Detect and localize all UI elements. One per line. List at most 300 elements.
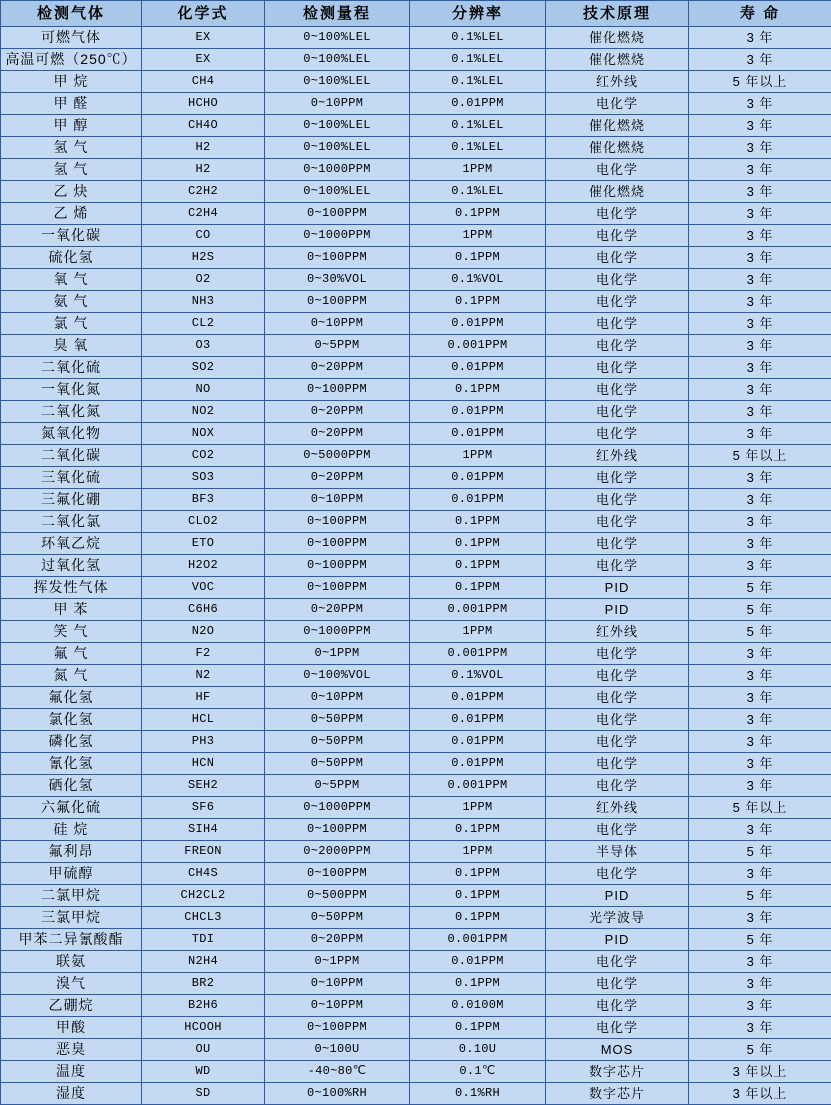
cell-resolution: 0.01PPM xyxy=(410,709,546,731)
table-row xyxy=(1,621,831,643)
table-row xyxy=(1,1083,831,1105)
cell-formula: WD xyxy=(142,1061,265,1083)
cell-lifetime: 3 年 xyxy=(689,357,831,379)
cell-technology: PID xyxy=(546,577,689,599)
cell-gas: 三氟化硼 xyxy=(1,489,142,511)
cell-lifetime: 5 年 xyxy=(689,599,831,621)
cell-technology: PID xyxy=(546,885,689,907)
cell-range: 0~100%VOL xyxy=(265,665,410,687)
cell-resolution: 0.1PPM xyxy=(410,247,546,269)
cell-range: 0~500PPM xyxy=(265,885,410,907)
cell-resolution: 0.01PPM xyxy=(410,753,546,775)
table-row xyxy=(1,995,831,1017)
cell-technology: 红外线 xyxy=(546,621,689,643)
cell-lifetime: 3 年 xyxy=(689,203,831,225)
cell-technology: 电化学 xyxy=(546,379,689,401)
cell-technology: 电化学 xyxy=(546,687,689,709)
table-row xyxy=(1,159,831,181)
cell-resolution: 1PPM xyxy=(410,225,546,247)
cell-gas: 甲 苯 xyxy=(1,599,142,621)
cell-formula: EX xyxy=(142,27,265,49)
cell-formula: H2S xyxy=(142,247,265,269)
cell-technology: 电化学 xyxy=(546,93,689,115)
cell-resolution: 0.01PPM xyxy=(410,951,546,973)
table-row xyxy=(1,885,831,907)
table-row xyxy=(1,643,831,665)
cell-technology: 电化学 xyxy=(546,951,689,973)
cell-gas: 甲 烷 xyxy=(1,71,142,93)
cell-lifetime: 3 年 xyxy=(689,93,831,115)
cell-range: 0~50PPM xyxy=(265,753,410,775)
cell-resolution: 0.1%VOL xyxy=(410,665,546,687)
cell-formula: CH4 xyxy=(142,71,265,93)
cell-gas: 环氧乙烷 xyxy=(1,533,142,555)
cell-formula: B2H6 xyxy=(142,995,265,1017)
cell-lifetime: 3 年 xyxy=(689,775,831,797)
table-row xyxy=(1,731,831,753)
cell-lifetime: 3 年 xyxy=(689,467,831,489)
cell-resolution: 0.01PPM xyxy=(410,93,546,115)
cell-gas: 二氯甲烷 xyxy=(1,885,142,907)
table-row xyxy=(1,753,831,775)
cell-technology: MOS xyxy=(546,1039,689,1061)
cell-resolution: 0.1PPM xyxy=(410,973,546,995)
cell-formula: HCOOH xyxy=(142,1017,265,1039)
cell-range: 0~20PPM xyxy=(265,357,410,379)
cell-gas: 臭 氧 xyxy=(1,335,142,357)
cell-range: 0~100PPM xyxy=(265,203,410,225)
cell-formula: FREON xyxy=(142,841,265,863)
cell-technology: 光学波导 xyxy=(546,907,689,929)
cell-gas: 乙硼烷 xyxy=(1,995,142,1017)
cell-range: 0~100PPM xyxy=(265,511,410,533)
cell-range: 0~100PPM xyxy=(265,291,410,313)
cell-technology: 数字芯片 xyxy=(546,1061,689,1083)
cell-resolution: 1PPM xyxy=(410,621,546,643)
cell-gas: 高温可燃（250℃） xyxy=(1,49,142,71)
cell-range: 0~1PPM xyxy=(265,951,410,973)
cell-range: 0~50PPM xyxy=(265,907,410,929)
cell-gas: 磷化氢 xyxy=(1,731,142,753)
cell-lifetime: 3 年 xyxy=(689,643,831,665)
cell-range: 0~20PPM xyxy=(265,929,410,951)
cell-lifetime: 5 年 xyxy=(689,929,831,951)
cell-technology: 电化学 xyxy=(546,731,689,753)
cell-technology: 电化学 xyxy=(546,357,689,379)
cell-technology: 半导体 xyxy=(546,841,689,863)
cell-lifetime: 3 年 xyxy=(689,995,831,1017)
cell-range: 0~20PPM xyxy=(265,599,410,621)
cell-gas: 乙 炔 xyxy=(1,181,142,203)
cell-formula: PH3 xyxy=(142,731,265,753)
cell-range: 0~100%LEL xyxy=(265,115,410,137)
cell-formula: CO2 xyxy=(142,445,265,467)
table-row xyxy=(1,71,831,93)
cell-gas: 温度 xyxy=(1,1061,142,1083)
cell-lifetime: 3 年 xyxy=(689,863,831,885)
cell-lifetime: 3 年 xyxy=(689,511,831,533)
cell-technology: 电化学 xyxy=(546,203,689,225)
cell-gas: 溴气 xyxy=(1,973,142,995)
cell-resolution: 1PPM xyxy=(410,159,546,181)
table-row xyxy=(1,181,831,203)
cell-lifetime: 3 年 xyxy=(689,907,831,929)
cell-resolution: 0.1PPM xyxy=(410,1017,546,1039)
cell-range: 0~10PPM xyxy=(265,489,410,511)
cell-formula: N2 xyxy=(142,665,265,687)
cell-resolution: 0.001PPM xyxy=(410,643,546,665)
cell-technology: 催化燃烧 xyxy=(546,27,689,49)
cell-lifetime: 5 年 xyxy=(689,1039,831,1061)
cell-formula: N2O xyxy=(142,621,265,643)
cell-lifetime: 3 年 xyxy=(689,687,831,709)
cell-formula: CH2CL2 xyxy=(142,885,265,907)
table-row xyxy=(1,841,831,863)
cell-resolution: 1PPM xyxy=(410,445,546,467)
table-row xyxy=(1,203,831,225)
cell-resolution: 1PPM xyxy=(410,841,546,863)
cell-technology: 电化学 xyxy=(546,511,689,533)
cell-gas: 二氧化碳 xyxy=(1,445,142,467)
cell-resolution: 0.1PPM xyxy=(410,379,546,401)
cell-range: 0~100U xyxy=(265,1039,410,1061)
cell-resolution: 0.1PPM xyxy=(410,291,546,313)
cell-resolution: 0.01PPM xyxy=(410,489,546,511)
cell-gas: 甲硫醇 xyxy=(1,863,142,885)
cell-formula: SO3 xyxy=(142,467,265,489)
cell-resolution: 0.001PPM xyxy=(410,929,546,951)
cell-technology: 电化学 xyxy=(546,665,689,687)
table-row xyxy=(1,973,831,995)
cell-lifetime: 3 年 xyxy=(689,247,831,269)
cell-technology: 红外线 xyxy=(546,445,689,467)
cell-gas: 过氧化氢 xyxy=(1,555,142,577)
column-header-range: 检测量程 xyxy=(265,1,410,27)
cell-resolution: 0.001PPM xyxy=(410,599,546,621)
cell-technology: 电化学 xyxy=(546,863,689,885)
cell-lifetime: 3 年 xyxy=(689,951,831,973)
cell-gas: 氢 气 xyxy=(1,137,142,159)
cell-lifetime: 3 年 xyxy=(689,973,831,995)
cell-technology: 电化学 xyxy=(546,247,689,269)
cell-formula: BF3 xyxy=(142,489,265,511)
table-row xyxy=(1,929,831,951)
table-row xyxy=(1,379,831,401)
table-row xyxy=(1,115,831,137)
cell-technology: 催化燃烧 xyxy=(546,49,689,71)
cell-resolution: 0.1%LEL xyxy=(410,71,546,93)
cell-resolution: 0.1%LEL xyxy=(410,137,546,159)
cell-gas: 氮氧化物 xyxy=(1,423,142,445)
cell-technology: 红外线 xyxy=(546,797,689,819)
table-row xyxy=(1,247,831,269)
cell-range: 0~10PPM xyxy=(265,995,410,1017)
cell-range: 0~100%LEL xyxy=(265,71,410,93)
cell-technology: PID xyxy=(546,599,689,621)
cell-lifetime: 3 年 xyxy=(689,423,831,445)
cell-resolution: 0.10U xyxy=(410,1039,546,1061)
cell-formula: C2H2 xyxy=(142,181,265,203)
column-header-formula: 化学式 xyxy=(142,1,265,27)
cell-technology: 电化学 xyxy=(546,555,689,577)
table-row xyxy=(1,269,831,291)
cell-lifetime: 3 年 xyxy=(689,665,831,687)
cell-technology: 催化燃烧 xyxy=(546,137,689,159)
cell-gas: 氢 气 xyxy=(1,159,142,181)
cell-technology: 电化学 xyxy=(546,401,689,423)
cell-resolution: 0.1PPM xyxy=(410,863,546,885)
cell-lifetime: 3 年 xyxy=(689,335,831,357)
cell-resolution: 0.001PPM xyxy=(410,775,546,797)
cell-range: 0~100PPM xyxy=(265,1017,410,1039)
column-header-lifetime: 寿 命 xyxy=(689,1,831,27)
cell-resolution: 0.1PPM xyxy=(410,885,546,907)
cell-range: 0~100PPM xyxy=(265,819,410,841)
cell-gas: 甲苯二异氰酸酯 xyxy=(1,929,142,951)
cell-range: 0~20PPM xyxy=(265,401,410,423)
cell-formula: CLO2 xyxy=(142,511,265,533)
cell-lifetime: 3 年 xyxy=(689,115,831,137)
cell-gas: 恶臭 xyxy=(1,1039,142,1061)
cell-lifetime: 3 年 xyxy=(689,181,831,203)
cell-lifetime: 3 年 xyxy=(689,709,831,731)
cell-resolution: 0.1%VOL xyxy=(410,269,546,291)
cell-formula: NH3 xyxy=(142,291,265,313)
table-row xyxy=(1,907,831,929)
cell-resolution: 0.01PPM xyxy=(410,313,546,335)
cell-range: 0~100%LEL xyxy=(265,27,410,49)
table-row xyxy=(1,511,831,533)
cell-resolution: 0.1℃ xyxy=(410,1061,546,1083)
cell-lifetime: 3 年 xyxy=(689,291,831,313)
cell-resolution: 0.1PPM xyxy=(410,555,546,577)
cell-range: 0~100PPM xyxy=(265,577,410,599)
cell-gas: 氯 气 xyxy=(1,313,142,335)
cell-formula: VOC xyxy=(142,577,265,599)
cell-formula: CH4O xyxy=(142,115,265,137)
table-row xyxy=(1,775,831,797)
cell-gas: 湿度 xyxy=(1,1083,142,1105)
cell-lifetime: 5 年 xyxy=(689,885,831,907)
cell-gas: 二氧化氯 xyxy=(1,511,142,533)
cell-gas: 笑 气 xyxy=(1,621,142,643)
cell-range: 0~1000PPM xyxy=(265,225,410,247)
cell-resolution: 0.01PPM xyxy=(410,731,546,753)
cell-technology: 电化学 xyxy=(546,335,689,357)
column-header-gas: 检测气体 xyxy=(1,1,142,27)
cell-technology: 电化学 xyxy=(546,489,689,511)
table-row xyxy=(1,357,831,379)
cell-technology: 数字芯片 xyxy=(546,1083,689,1105)
cell-gas: 氮 气 xyxy=(1,665,142,687)
cell-formula: N2H4 xyxy=(142,951,265,973)
cell-formula: SIH4 xyxy=(142,819,265,841)
cell-lifetime: 3 年 xyxy=(689,489,831,511)
table-row xyxy=(1,27,831,49)
cell-formula: F2 xyxy=(142,643,265,665)
cell-lifetime: 5 年以上 xyxy=(689,445,831,467)
cell-gas: 硒化氢 xyxy=(1,775,142,797)
cell-formula: C2H4 xyxy=(142,203,265,225)
cell-formula: SD xyxy=(142,1083,265,1105)
cell-technology: 电化学 xyxy=(546,423,689,445)
cell-lifetime: 3 年 xyxy=(689,819,831,841)
cell-resolution: 0.0100M xyxy=(410,995,546,1017)
cell-range: 0~100%LEL xyxy=(265,49,410,71)
cell-technology: 电化学 xyxy=(546,269,689,291)
cell-technology: 电化学 xyxy=(546,973,689,995)
cell-lifetime: 3 年以上 xyxy=(689,1083,831,1105)
table-row xyxy=(1,423,831,445)
cell-lifetime: 5 年 xyxy=(689,621,831,643)
cell-range: 0~1PPM xyxy=(265,643,410,665)
cell-lifetime: 3 年 xyxy=(689,269,831,291)
cell-range: 0~100PPM xyxy=(265,863,410,885)
cell-range: 0~5PPM xyxy=(265,335,410,357)
cell-resolution: 0.001PPM xyxy=(410,335,546,357)
table-row xyxy=(1,555,831,577)
table-header-row xyxy=(1,1,831,27)
cell-range: 0~1000PPM xyxy=(265,621,410,643)
cell-formula: HF xyxy=(142,687,265,709)
cell-technology: 电化学 xyxy=(546,643,689,665)
cell-gas: 三氧化硫 xyxy=(1,467,142,489)
table-row xyxy=(1,599,831,621)
cell-range: 0~10PPM xyxy=(265,313,410,335)
cell-resolution: 0.1PPM xyxy=(410,511,546,533)
cell-gas: 挥发性气体 xyxy=(1,577,142,599)
cell-resolution: 0.1PPM xyxy=(410,533,546,555)
cell-technology: 红外线 xyxy=(546,71,689,93)
cell-resolution: 1PPM xyxy=(410,797,546,819)
cell-formula: EX xyxy=(142,49,265,71)
table-row xyxy=(1,577,831,599)
cell-lifetime: 3 年 xyxy=(689,313,831,335)
cell-formula: SO2 xyxy=(142,357,265,379)
cell-formula: H2 xyxy=(142,159,265,181)
cell-formula: NO xyxy=(142,379,265,401)
cell-technology: 电化学 xyxy=(546,225,689,247)
cell-formula: H2 xyxy=(142,137,265,159)
cell-technology: 电化学 xyxy=(546,709,689,731)
cell-resolution: 0.1%LEL xyxy=(410,49,546,71)
cell-range: 0~100PPM xyxy=(265,379,410,401)
table-row xyxy=(1,1017,831,1039)
cell-formula: CL2 xyxy=(142,313,265,335)
cell-lifetime: 3 年 xyxy=(689,753,831,775)
cell-technology: 电化学 xyxy=(546,291,689,313)
table-row xyxy=(1,49,831,71)
cell-formula: CO xyxy=(142,225,265,247)
cell-gas: 一氧化氮 xyxy=(1,379,142,401)
cell-lifetime: 5 年以上 xyxy=(689,71,831,93)
cell-gas: 甲酸 xyxy=(1,1017,142,1039)
cell-formula: O2 xyxy=(142,269,265,291)
cell-range: 0~1000PPM xyxy=(265,159,410,181)
cell-lifetime: 3 年以上 xyxy=(689,1061,831,1083)
table-row xyxy=(1,1039,831,1061)
cell-resolution: 0.1PPM xyxy=(410,203,546,225)
cell-formula: HCHO xyxy=(142,93,265,115)
cell-range: 0~10PPM xyxy=(265,687,410,709)
table-row xyxy=(1,665,831,687)
cell-formula: SEH2 xyxy=(142,775,265,797)
table-row xyxy=(1,709,831,731)
cell-formula: TDI xyxy=(142,929,265,951)
cell-resolution: 0.1%LEL xyxy=(410,27,546,49)
table-row xyxy=(1,445,831,467)
cell-formula: CHCL3 xyxy=(142,907,265,929)
cell-lifetime: 3 年 xyxy=(689,27,831,49)
cell-formula: OU xyxy=(142,1039,265,1061)
cell-gas: 氟利昂 xyxy=(1,841,142,863)
cell-lifetime: 5 年 xyxy=(689,841,831,863)
cell-gas: 硫化氢 xyxy=(1,247,142,269)
cell-range: -40~80℃ xyxy=(265,1061,410,1083)
cell-gas: 氧 气 xyxy=(1,269,142,291)
column-header-technology: 技术原理 xyxy=(546,1,689,27)
cell-gas: 氟化氢 xyxy=(1,687,142,709)
table-row xyxy=(1,137,831,159)
cell-gas: 乙 烯 xyxy=(1,203,142,225)
cell-lifetime: 5 年 xyxy=(689,577,831,599)
cell-formula: NO2 xyxy=(142,401,265,423)
cell-range: 0~10PPM xyxy=(265,93,410,115)
table-row xyxy=(1,819,831,841)
cell-gas: 六氟化硫 xyxy=(1,797,142,819)
cell-gas: 氨 气 xyxy=(1,291,142,313)
cell-resolution: 0.1%LEL xyxy=(410,181,546,203)
table-row xyxy=(1,335,831,357)
cell-range: 0~100%LEL xyxy=(265,137,410,159)
table-row xyxy=(1,863,831,885)
cell-lifetime: 3 年 xyxy=(689,401,831,423)
cell-resolution: 0.1%LEL xyxy=(410,115,546,137)
cell-range: 0~30%VOL xyxy=(265,269,410,291)
cell-lifetime: 3 年 xyxy=(689,533,831,555)
cell-lifetime: 3 年 xyxy=(689,731,831,753)
table-row xyxy=(1,225,831,247)
cell-formula: CH4S xyxy=(142,863,265,885)
table-row xyxy=(1,797,831,819)
cell-technology: 电化学 xyxy=(546,775,689,797)
cell-lifetime: 3 年 xyxy=(689,49,831,71)
cell-resolution: 0.1%RH xyxy=(410,1083,546,1105)
cell-technology: 电化学 xyxy=(546,533,689,555)
cell-lifetime: 3 年 xyxy=(689,379,831,401)
cell-gas: 二氧化氮 xyxy=(1,401,142,423)
cell-lifetime: 3 年 xyxy=(689,225,831,247)
cell-gas: 甲 醇 xyxy=(1,115,142,137)
cell-technology: 催化燃烧 xyxy=(546,181,689,203)
cell-resolution: 0.1PPM xyxy=(410,577,546,599)
cell-formula: O3 xyxy=(142,335,265,357)
cell-range: 0~5PPM xyxy=(265,775,410,797)
cell-lifetime: 3 年 xyxy=(689,159,831,181)
cell-resolution: 0.01PPM xyxy=(410,401,546,423)
cell-gas: 氰化氢 xyxy=(1,753,142,775)
table-row xyxy=(1,1061,831,1083)
cell-technology: 电化学 xyxy=(546,753,689,775)
cell-range: 0~100PPM xyxy=(265,247,410,269)
cell-resolution: 0.01PPM xyxy=(410,423,546,445)
cell-gas: 二氧化硫 xyxy=(1,357,142,379)
cell-resolution: 0.1PPM xyxy=(410,907,546,929)
cell-formula: ETO xyxy=(142,533,265,555)
table-row xyxy=(1,687,831,709)
cell-resolution: 0.01PPM xyxy=(410,467,546,489)
table-header xyxy=(1,1,831,27)
